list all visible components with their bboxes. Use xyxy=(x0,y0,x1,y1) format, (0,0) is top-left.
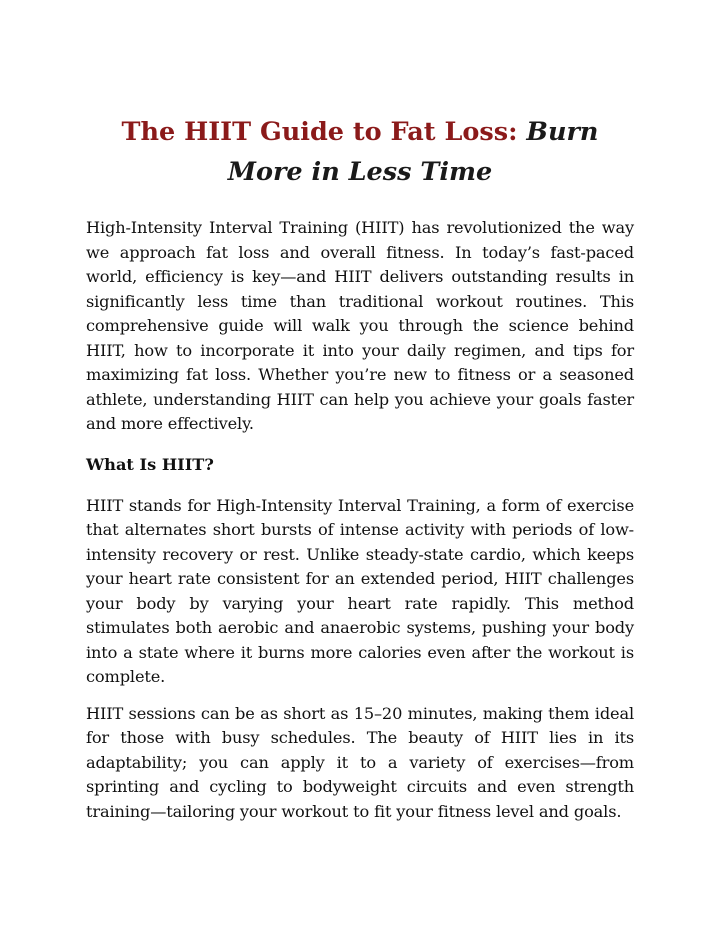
title-main: The HIIT Guide to Fat Loss: xyxy=(121,117,527,147)
intro-paragraph: High-Intensity Interval Training (HIIT) has revolutionized the way we approach fat loss and overall fitness. In today’s fast-paced world, efficiency is key—and HIIT delivers outstanding results in significantly less time than traditional workout routines. This comprehensive guide will walk you through the science behind HIIT, how to incorporate it into your daily regimen, and tips for maximizing fat loss. Whether you’re new to fitness or a seasoned athlete, understanding HIIT can help you achieve your goals faster and more effectively. xyxy=(86,218,634,433)
page-title xyxy=(86,112,634,192)
body-paragraph-2: HIIT sessions can be as short as 15–20 minutes, making them ideal for those with busy schedules. The beauty of HIIT lies in its adaptability; you can apply it to a variety of exercises—from sprinting and cycling to bodyweight circuits and even strength training—tailoring your workout to fit your fitness level and goals. xyxy=(86,703,634,821)
section-heading: What Is HIIT? xyxy=(86,454,214,474)
body-paragraph-1: HIIT stands for High-Intensity Interval Training, a form of exercise that alternates short bursts of intense activity with periods of low-intensity recovery or rest. Unlike steady-state cardio, which keeps your heart rate consistent for an extended period, HIIT challenges your body by varying your heart rate rapidly. This method stimulates both aerobic and anaerobic systems, pushing your body into a state where it burns more calories even after the workout is complete. xyxy=(86,495,634,686)
title-italic: Burn More in Less Time xyxy=(227,117,599,187)
